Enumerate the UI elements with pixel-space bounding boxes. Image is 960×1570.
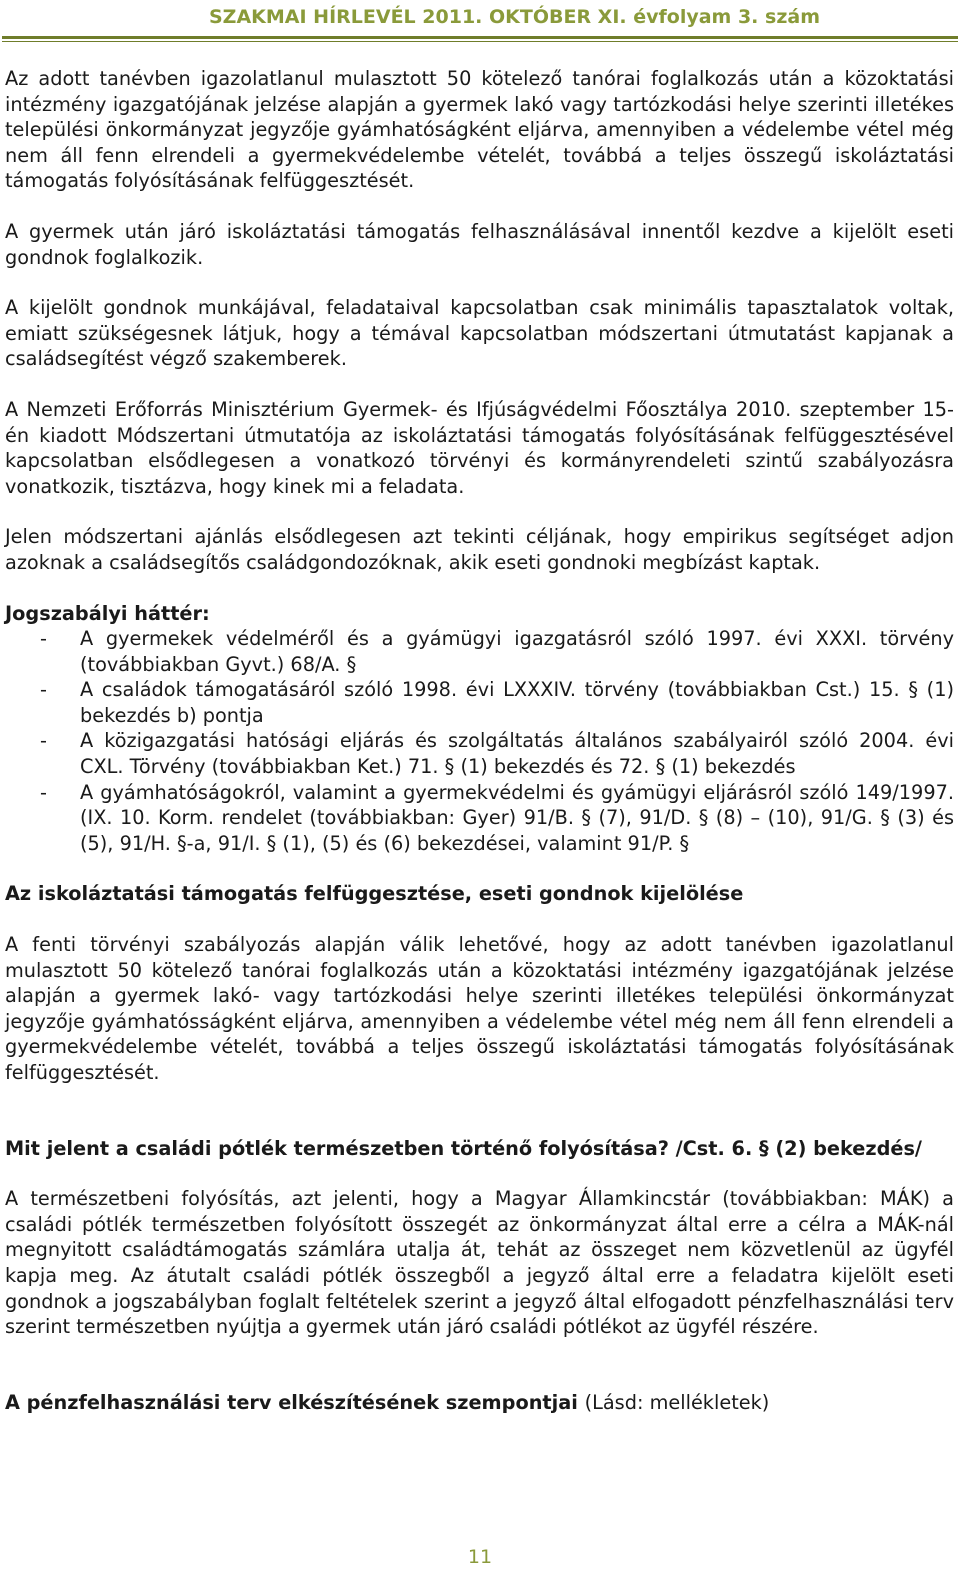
see-attachments-note: (Lásd: mellékletek) [584,1390,770,1414]
paragraph: A gyermek után járó iskoláztatási támogatás felhasználásával innentől kezdve a kijelölt eseti gondnok foglalkozik. [5,219,954,269]
spending-plan-title: A pénzfelhasználási terv elkészítésének szempontjai [5,1390,578,1414]
legal-background-heading: Jogszabályi háttér: [5,601,210,625]
page-header [0,0,960,44]
list-dash: - [40,729,47,753]
list-dash: - [40,627,47,651]
document-body [5,66,954,1415]
legal-list-item [5,728,954,779]
paragraph: Jelen módszertani ajánlás elsődlegesen azt tekinti céljának, hogy empirikus segítséget adjon azoknak a családsegítős családgondozóknak, akik eseti gondnoki megbízást kaptak. [5,525,954,574]
legal-item-text: A családok támogatásáról szóló 1998. évi LXXXIV. törvény (továbbiakban Cst.) 15. § (1) bekezdés b) pontja [80,678,954,727]
legal-list-item [5,780,954,857]
section-heading-suspension: Az iskoláztatási támogatás felfüggesztése, eseti gondnok kijelölése [5,882,744,906]
legal-item-text: A gyermekek védelméről és a gyámügyi igazgatásról szóló 1997. évi XXXI. törvény (továbbiakban Gyvt.) 68/A. § [80,627,954,676]
page-number: 11 [467,1546,493,1568]
list-dash: - [40,780,47,804]
section-heading-in-kind: Mit jelent a családi pótlék természetben történő folyósítása? /Cst. 6. § (2) bekezdés/ [5,1136,922,1160]
legal-list-item [5,626,954,677]
paragraph: A Nemzeti Erőforrás Minisztérium Gyermek- és Ifjúságvédelmi Főosztálya 2010. szeptember 15-én kiadott Módszertani útmutatója az iskoláztatási támogatás folyósításának felfüggesztésével kapcsolatban elsődlegesen a vonatkozó törvényi és kormányrendeleti szintű szabályozásra vonatkozik, tisztázva, hogy kinek mi a feladata. [5,397,954,498]
legal-list-item [5,677,954,728]
legal-item-text: A gyámhatóságokról, valamint a gyermekvédelmi és gyámügyi eljárásról szóló 149/1997. (IX. 10. Korm. rendelet (továbbiakban: Gyer) 91/B. § (7), 91/D. § (8) – (10), 91/G. § (3) és (5), 91/H. §-a, 91/I. § (1), (5) és (6) bekezdései, valamint 91/P. § [80,780,954,855]
section-heading-spending-plan [5,1390,954,1416]
paragraph: A természetbeni folyósítás, azt jelenti, hogy a Magyar Államkincstár (továbbiakban: MÁK) a családi pótlék természetben folyósított összegét az önkormányzat által erre a célra a MÁK-nál megnyitott családtámogatás számlára utalja át, tehát az összeget nem közvetlenül az ügyfél kapja meg. Az átutalt családi pótlék összegből a jegyző által erre a feladatra kijelölt eseti gondnok a jogszabályban foglalt feltételek szerint a jegyző által elfogadott pénzfelhasználási terv szerint természetben nyújtja a gyermek után járó családi pótlékot az ügyfél részére. [5,1187,954,1339]
paragraph: A kijelölt gondnok munkájával, feladataival kapcsolatban csak minimális tapasztalatok voltak, emiatt szükségesnek látjuk, hogy a témával kapcsolatban módszertani útmutatást kapjanak a családsegítést végző szakemberek. [5,296,954,371]
newsletter-title: SZAKMAI HÍRLEVÉL 2011. OKTÓBER XI. évfolyam 3. szám [209,6,820,28]
header-rule-thin [2,41,958,42]
list-dash: - [40,678,47,702]
paragraph: Az adott tanévben igazolatlanul mulasztott 50 kötelező tanórai foglalkozás után a közoktatási intézmény igazgatójának jelzése alapján a gyermek lakó vagy tartózkodási helye szerinti illetékes települési önkormányzat jegyzője gyámhatóságként eljárva, amennyiben a védelembe vétel még nem áll fenn elrendeli a gyermekvédelembe vételét, továbbá a teljes összegű iskoláztatási támogatás folyósításának felfüggesztését. [5,67,954,193]
legal-list [5,626,954,856]
paragraph: A fenti törvényi szabályozás alapján válik lehetővé, hogy az adott tanévben igazolatlanul mulasztott 50 kötelező tanórai foglalkozás után a közoktatási intézmény igazgatójának jelzése alapján a gyermek lakó- vagy tartózkodási helye szerinti illetékes települési önkormányzat jegyzője gyámhatósságként eljárva, amennyiben a védelembe vétel még nem áll fenn elrendeli a gyermekvédelembe vételét, továbbá a teljes összegű iskoláztatási támogatás folyósításának felfüggesztését. [5,933,954,1084]
legal-item-text: A közigazgatási hatósági eljárás és szolgáltatás általános szabályairól szóló 2004. évi CXL. Törvény (továbbiakban Ket.) 71. § (1) bekezdés és 72. § (1) bekezdés [80,729,954,779]
header-rule-thick [2,36,958,39]
